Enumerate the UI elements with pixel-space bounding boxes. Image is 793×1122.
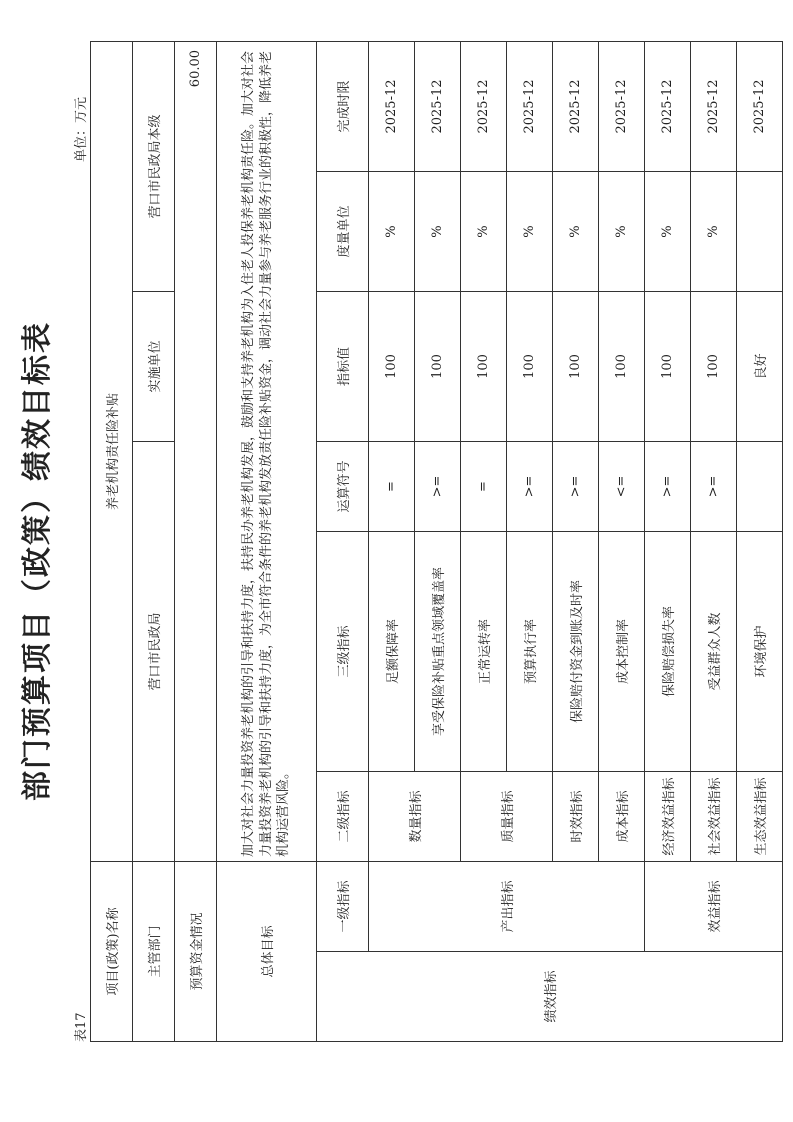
row-operator: = [369,442,415,532]
level2-header: 二级指标 [317,772,369,862]
goal-label: 总体目标 [217,862,317,1042]
row-deadline: 2025-12 [645,41,691,171]
row-value: 100 [415,292,461,442]
row-operator: >= [415,442,461,532]
row-deadline: 2025-12 [737,41,783,171]
unit-label: 单位：万元 [74,96,89,162]
row-value: 100 [691,292,737,442]
row-deadline: 2025-12 [599,41,645,171]
budget-label: 预算资金情况 [175,862,217,1042]
row-value: 100 [369,292,415,442]
row-unit: % [461,172,507,292]
level1-output: 产出指标 [369,862,645,952]
perf-label: 绩效指标 [317,952,783,1042]
table-number: 表17 [74,1012,89,1042]
level2-quantity: 数量指标 [369,772,461,862]
project-name-label: 项目(政策)名称 [91,862,133,1042]
performance-table [90,41,783,1042]
goal-value: 加大对社会力量投资养老机构的引导和扶持力度，扶持民办养老机构发展，鼓励和支持养老机构为入住老人投保养老机构责任险。加大对社会力量投资养老机构的引导和扶持力度，为全市符合条件的养老机构发放责任险补贴资金，调动社会力量参与养老服务行业的积极性，降低养老机构运营风险。 [217,41,317,861]
row-unit: % [507,172,553,292]
row-name: 环境保护 [737,532,783,772]
row-unit: % [415,172,461,292]
row-deadline: 2025-12 [691,41,737,171]
row-value: 100 [599,292,645,442]
row-value: 100 [645,292,691,442]
row-deadline: 2025-12 [553,41,599,171]
row-name: 正常运转率 [461,532,507,772]
row-operator: >= [553,442,599,532]
row-operator: >= [691,442,737,532]
row-operator: >= [645,442,691,532]
row-value: 100 [507,292,553,442]
operator-header: 运算符号 [317,442,369,532]
row-name: 享受保险补贴重点领域覆盖率 [415,532,461,772]
row-deadline: 2025-12 [369,41,415,171]
level1-effect: 效益指标 [645,862,783,952]
impl-unit-value: 营口市民政局本级 [133,41,175,291]
row-operator: <= [599,442,645,532]
row-deadline: 2025-12 [461,41,507,171]
row-deadline: 2025-12 [415,41,461,171]
value-header: 指标值 [317,292,369,442]
level2-ecological: 生态效益指标 [737,772,783,862]
row-name: 足额保障率 [369,532,415,772]
row-value: 100 [553,292,599,442]
row-unit: % [599,172,645,292]
row-unit: % [553,172,599,292]
dept-value: 营口市民政局 [133,442,175,862]
project-name-value: 养老机构责任险补贴 [91,41,133,861]
level2-economic: 经济效益指标 [645,772,691,862]
level1-header: 一级指标 [317,862,369,952]
budget-value: 60.00 [175,41,217,861]
level2-timeliness: 时效指标 [553,772,599,862]
row-unit: % [691,172,737,292]
row-unit: % [369,172,415,292]
level3-header: 三级指标 [317,532,369,772]
row-name: 保险赔偿损失率 [645,532,691,772]
impl-unit-label: 实施单位 [133,292,175,442]
row-value: 100 [461,292,507,442]
row-operator [737,442,783,532]
row-name: 预算执行率 [507,532,553,772]
row-unit: % [645,172,691,292]
page-title: 部门预算项目（政策）绩效目标表 [20,321,55,801]
row-value: 良好 [737,292,783,442]
level2-quality: 质量指标 [461,772,553,862]
level2-cost: 成本指标 [599,772,645,862]
row-unit [737,172,783,292]
deadline-header: 完成时限 [317,41,369,171]
row-name: 保险赔付资金到账及时率 [553,532,599,772]
unit-header: 度量单位 [317,172,369,292]
row-name: 受益群众人数 [691,532,737,772]
level2-social: 社会效益指标 [691,772,737,862]
row-operator: >= [507,442,553,532]
row-operator: = [461,442,507,532]
row-name: 成本控制率 [599,532,645,772]
dept-label: 主管部门 [133,862,175,1042]
row-deadline: 2025-12 [507,41,553,171]
